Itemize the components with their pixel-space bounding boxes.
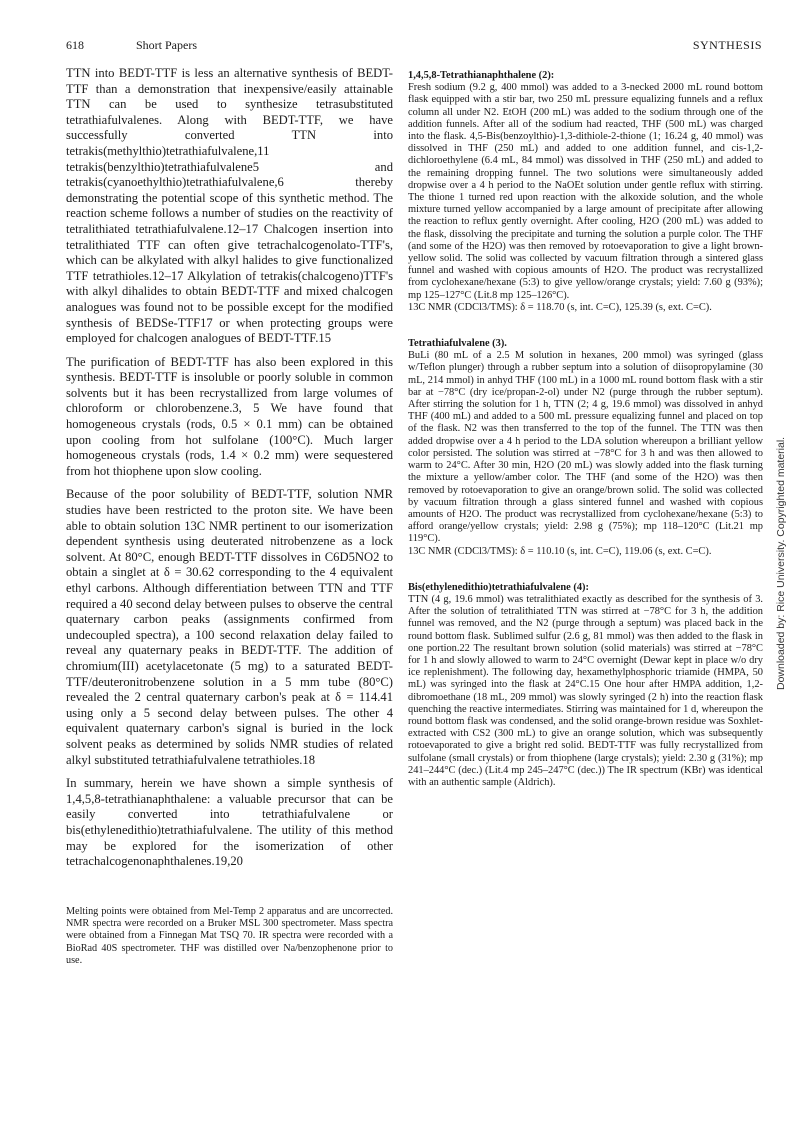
paragraph: The purification of BEDT-TTF has also been explored in this synthesis. BEDT-TTF is insoluble or poorly soluble in common solvents but it has been recrystallized from large volumes of chloroform or chlorobenzene.3, 5 We have found that homogeneous crystals (rods, 0.5 × 0.1 mm) can be obtained upon cooling from hot sulfolane (100°C). Much larger homogeneous crystals (rods, 1.4 × 0.2 mm) were sequestered from hot thiophene upon slow cooling. — [66, 354, 393, 478]
section-body: TTN (4 g, 19.6 mmol) was tetralithiated exactly as described for the synthesis of 3. After the solution of tetralithiated TTN was stirred at −78°C for 3 h, the addition funnel was removed, and the N2 (purge through a septum) was placed back in the round bottom flask. Sublimed sulfur (2.6 g, 81 mmol) was then added to the flask in one portion.22 The resultant brown solution (solid materials) was stirred at −78°C for 1 h and slowly allowed to warm to 24°C overnight (Dewar kept in place w/o dry ice replenishment). The following day, hexamethylphosphoric triamide (HMPA, 50 mL) was syringed into the flask at 24°C.15 One hour after HMPA addition, 1,2-dibromoethane (18 mL, 209 mmol) was slowly syringed (2 h) into the reaction flask quenching the reactive intermediates. Stirring was maintained for 1 d, whereupon the round bottom flask was condensed, and the solid orange-brown residue was Soxhlet-extracted with CS2 (300 mL) to give an orange solution, which was subsequently rotoevaporated to give a bright red solid. BEDT-TTF was fully recrystallized from sulfolane (small crystals) or from thiophene (large crystals); yield: 2.30 g (31%); mp 241–244°C (dec.) (Lit.4 mp 245–247°C (dec.)) The IR spectrum (KBr) was identical with an authentic sample (Aldrich). — [408, 593, 763, 788]
experimental-section — [408, 582, 763, 789]
section-label: Short Papers — [136, 38, 197, 52]
page-number: 618 — [66, 38, 84, 52]
paragraph: In summary, herein we have shown a simple synthesis of 1,4,5,8-tetrathianaphthalene: a valuable precursor that can be easily converted into tetrathiafulvalene or bis(ethylenedithio)tetrathiafulvalene. The utility of this method may be explored for the isomerization of other tetrachalcogenonaphthalenes.19,20 — [66, 776, 393, 869]
paragraph: Because of the poor solubility of BEDT-TTF, solution NMR studies have been restricted to the proton site. We have been able to obtain solution 13C NMR pertinent to our isomerization dependent synthesis using deuterated nitrobenzene as a lock solvent. At 80°C, enough BEDT-TTF dissolves in C6D5NO2 to obtain a singlet at δ = 30.62 corresponding to the 4 equivalent ethyl carbons. Although differentiation between TTN and TTF required a 40 second delay between pulses to observe the central quaternary carbon peaks (assignments confirmed from undecoupled spectra), a 100 second relaxation delay failed to reveal any quaternary peaks in BEDT-TTF. The addition of chromium(III) acetylacetonate (5 mg) to a saturated BEDT-TTF/deuteronitrobenzene solution in a 5 mm tube (80°C) revealed the 2 central quaternary carbon's peak at δ = 114.41 using only a 5 second delay between pulses. The other 4 equivalent quaternary carbon's signal is buried in the lock solvent peaks as determined by solids NMR studies of related alkyl substituted tetrathiafulvalene tetrathioles.18 — [66, 487, 393, 767]
experimental-footnote: Melting points were obtained from Mel-Temp 2 apparatus and are uncorrected. NMR spectra were recorded on a Bruker MSL 300 spectrometer. Mass spectra were obtained from a Finnegan Mat TSQ 70. IR spectra were recorded with a BioRad 40S spectrometer. THF was distilled over Na/benzophenone prior to use. — [66, 906, 393, 966]
section-body: Fresh sodium (9.2 g, 400 mmol) was added to a 3-necked 2000 mL round bottom flask equipped with a stir bar, two 250 mL pressure equalizing funnels and a reflux column all under N2. EtOH (200 mL) was added to the sodium through one of the addition funnels. After all of the sodium had reacted, THF (500 mL) was charged into the flask. 4,5-Bis(benzoylthio)-1,3-dithiole-2-thione (1; 16.24 g, 40 mmol) was dissolved in THF (250 mL) and added to one addition funnel, and cis-1,2-dichloroethylene (6.4 mL, 84 mmol) was dissolved in THF (250 mL) and added to the remaining dropping funnel. The two solutions were simultaneously added dropwise over a 4 h period to the NaOEt solution under gentle reflux with stirring. The thione 1 turned red upon reaction with the alkoxide solution, and the whole mixture turned yellow accompanied by a large amount of precipitate after allowing the reaction to reflux gently overnight. After cooling, H2O (200 mL) was added to the flask, dissolving the precipitate and turning the solution a purple color. The THF (and some of the H2O) was then removed by rotoevaporation to give a light brown-yellow solid. The solid was collected by vacuum filtration through a sintered glass funnel and washed with copious amounts of H2O. The product was recrystallized from cyclohexane/hexane (5:3) to give yellow/orange crystals; yield: 7.60 g (93%); mp 125–127°C (Lit.8 mp 125–126°C). — [408, 82, 763, 301]
section-title: Bis(ethylenedithio)tetrathiafulvalene (4): — [408, 581, 589, 593]
section-body: BuLi (80 mL of a 2.5 M solution in hexanes, 200 mmol) was syringed (glass w/Teflon plunger) through a rubber septum into a solution of diisopropylamine (30 mL, 214 mmol) in anhyd THF (100 mL) in a 1000 mL round bottom flask with a stir bar at −78°C (dry ice/propan-2-ol) under N2 (purge through the rubber septum). After stirring the solution for 1 h, TTN (2; 4 g, 19.6 mmol) was dissolved in anhyd THF (400 mL) and added to a 500 mL pressure equalizing funnel and placed on top of the flask. N2 was then transferred to the top of the funnel. The TTN was then added dropwise over a 4 h period to the LDA solution whereupon a brilliant yellow color persisted. The solution was stirred at −78°C for 3 h and was then allowed to warm to 24°C. After 30 min, H2O (20 mL) was slowly added into the flask turning the mixture a yellow/amber color. The THF (and some of the H2O) was then removed by rotoevaporation to give an orange/brown solid. The solid was collected by vacuum filtration through a glass sintered funnel and washed with copious amounts of H2O. The product was recrystallized from cyclohexane/hexane (5:3) to afford orange/yellow crystals; yield: 2.98 g (75%); mp 118–120°C (Lit.21 mp 119°C). — [408, 350, 763, 545]
download-watermark: Downloaded by: Rice University. Copyrighted material. — [775, 436, 787, 690]
section-title: 1,4,5,8-Tetrathianaphthalene (2): — [408, 70, 555, 81]
page-header — [66, 38, 762, 58]
section-title: Tetrathiafulvalene (3). — [408, 338, 507, 350]
experimental-section — [408, 338, 763, 558]
experimental-section — [408, 70, 763, 314]
right-column — [408, 70, 763, 813]
left-column — [66, 66, 393, 878]
nmr-data: 13C NMR (CDCl3/TMS): δ = 110.10 (s, int. C=C), 119.06 (s, ext. C=C). — [408, 545, 712, 557]
nmr-data: 13C NMR (CDCl3/TMS): δ = 118.70 (s, int. C=C), 125.39 (s, ext. C=C). — [408, 301, 712, 313]
paragraph: TTN into BEDT-TTF is less an alternative synthesis of BEDT-TTF than a demonstration that inexpensive/easily attainable TTN can be used to synthesize tetrasubstituted tetrathiafulvalenes. Along with BEDT-TTF, we have successfully converted TTN into tetrakis(methylthio)tetrathiafulvalene,11 tetrakis(benzylthio)tetrathiafulvalene5 and tetrakis(cyanoethylthio)tetrathiafulvalene,6 thereby demonstrating the potential scope of this synthetic method. The reaction scheme follows a number of studies on the reactivity of tetralithiated tetrathiafulvalene.12–17 Chalcogen insertion into tetralithiated TTF can often give tetrachalcogenolato-TTF's, which can be alkylated with alkyl halides to give functionalized TTF tetrathioles.12–17 Alkylation of tetrakis(chalcogeno)TTF's with alkyl dihalides to obtain BEDT-TTF and mixed chalcogen analogues was found not to be possible except for the modified synthesis of BEDSe-TTF17 or when protecting groups were employed for chalcogen analogues of BEDT-TTF.15 — [66, 66, 393, 346]
journal-name: SYNTHESIS — [692, 38, 762, 52]
